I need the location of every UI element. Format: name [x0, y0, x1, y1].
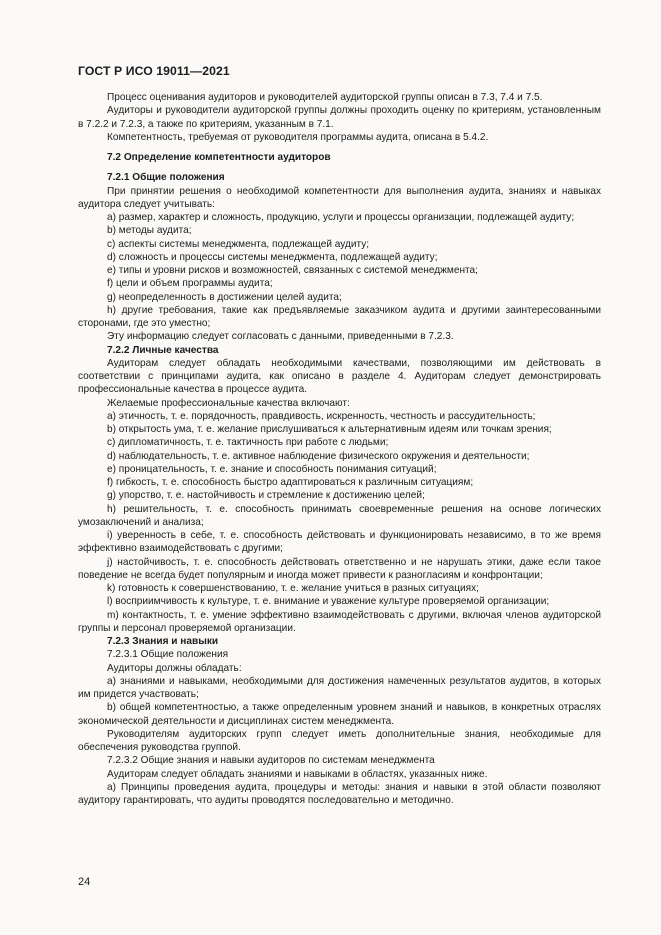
clause-heading: 7.2.3.1 Общие положения	[107, 649, 229, 661]
paragraph: При принятии решения о необходимой компетентности для выполнения аудита, знаниях и навыках аудитора следует учитывать:	[78, 185, 601, 210]
list-item: h) решительность, т. е. способность принимать своевременные решения на основе логических умозаключений и анализа;	[78, 503, 601, 528]
paragraph: Аудиторам следует обладать необходимыми качествами, позволяющими им действовать в соответствии с принципами аудита, как описано в разделе 4. Аудиторам следует демонстрировать профессиональные качества в процессе аудита.	[78, 357, 601, 396]
paragraph: Процесс оценивания аудиторов и руководителей аудиторской группы описан в 7.3, 7.4 и 7.5.	[107, 92, 543, 103]
paragraph: Эту информацию следует согласовать с данными, приведенными в 7.2.3.	[107, 331, 454, 343]
list-item: d) сложность и процессы системы менеджмента, подлежащей аудиту;	[107, 251, 438, 263]
list-item: a) размер, характер и сложность, продукцию, услуги и процессы организации, подлежащей аудиту;	[107, 212, 575, 223]
clause-heading: 7.2.3.2 Общие знания и навыки аудиторов по системам менеджмента	[107, 755, 435, 767]
list-item: l) восприимчивость к культуре, т. е. внимание и уважение культуре проверяемой организации;	[107, 596, 550, 608]
list-item: e) типы и уровни рисков и возможностей, связанных с системой менеджмента;	[107, 265, 478, 276]
list-item: a) знаниями и навыками, необходимыми для достижения намеченных результатов аудитов, в которых им придется участвовать;	[78, 675, 601, 700]
list-item: g) упорство, т. е. настойчивость и стремление к достижению целей;	[107, 490, 425, 502]
paragraph: Аудиторам следует обладать знаниями и навыками в областях, указанных ниже.	[107, 768, 488, 780]
subsection-heading: 7.2.1 Общие положения	[107, 172, 225, 184]
list-item: h) другие требования, такие как предъявляемые заказчиком аудита и другими заинтересованными сторонами, где это уместно;	[78, 304, 601, 329]
paragraph: Руководителям аудиторских групп следует иметь дополнительные знания, необходимые для обеспечения руководства группой.	[78, 728, 601, 753]
page-number: 24	[78, 876, 91, 888]
list-item: j) настойчивость, т. е. способность действовать ответственно и не нарушать этики, даже если такое поведение не всегда будет популярным и иногда может привести к разногласиям и конфронтации;	[78, 556, 601, 581]
paragraph: Компетентность, требуемая от руководителя программы аудита, описана в 5.4.2.	[107, 131, 489, 143]
list-item: f) цели и объем программы аудита;	[107, 278, 273, 290]
list-item: i) уверенность в себе, т. е. способность действовать и функционировать независимо, в то же время эффективно взаимодействовать с другими;	[78, 530, 601, 555]
section-heading: 7.2 Определение компетентности аудиторов	[107, 152, 331, 163]
list-item: k) готовность к совершенствованию, т. е. желание учиться в разных ситуациях;	[107, 583, 479, 594]
list-item: a) Принципы проведения аудита, процедуры и методы: знания и навыки в этой области позволяют аудитору гарантировать, что аудиты проводятся последовательно и методично.	[78, 781, 601, 806]
list-item: c) дипломатичность, т. е. тактичность при работе с людьми;	[107, 437, 389, 449]
list-item: b) открытость ума, т. е. желание прислушиваться к альтернативным идеям или точкам зрения;	[107, 424, 552, 435]
paragraph: Аудиторы и руководители аудиторской группы должны проходить оценку по критериям, установленным в 7.2.2 и 7.2.3, а также по критериям, указанным в 7.1.	[78, 105, 601, 130]
list-item: a) этичность, т. е. порядочность, правдивость, искренность, честность и рассудительность;	[107, 410, 536, 422]
document-body	[78, 91, 601, 807]
list-item: f) гибкость, т. е. способность быстро адаптироваться к различным ситуациям;	[107, 477, 474, 488]
list-item: b) методы аудита;	[107, 225, 192, 237]
paragraph: Аудиторы должны обладать:	[107, 662, 242, 674]
list-item: b) общей компетентностью, а также определенным уровнем знаний и навыков, в конкретных отраслях экономической деятельности и дисциплинах систем менеджмента.	[78, 702, 601, 727]
paragraph: Желаемые профессиональные качества включают:	[107, 397, 350, 409]
document-header: ГОСТ Р ИСО 19011—2021	[78, 64, 230, 78]
subsection-heading: 7.2.2 Личные качества	[107, 344, 219, 356]
list-item: m) контактность, т. е. умение эффективно взаимодействовать с другими, включая членов аудиторской группы и персонал проверяемой организации.	[78, 609, 601, 634]
subsection-heading: 7.2.3 Знания и навыки	[107, 636, 219, 647]
list-item: g) неопределенность в достижении целей аудита;	[107, 291, 342, 303]
list-item: e) проницательность, т. е. знание и способность понимания ситуаций;	[107, 463, 437, 475]
list-item: d) наблюдательность, т. е. активное наблюдение физического окружения и деятельности;	[107, 450, 530, 462]
list-item: c) аспекты системы менеджмента, подлежащей аудиту;	[107, 238, 370, 250]
